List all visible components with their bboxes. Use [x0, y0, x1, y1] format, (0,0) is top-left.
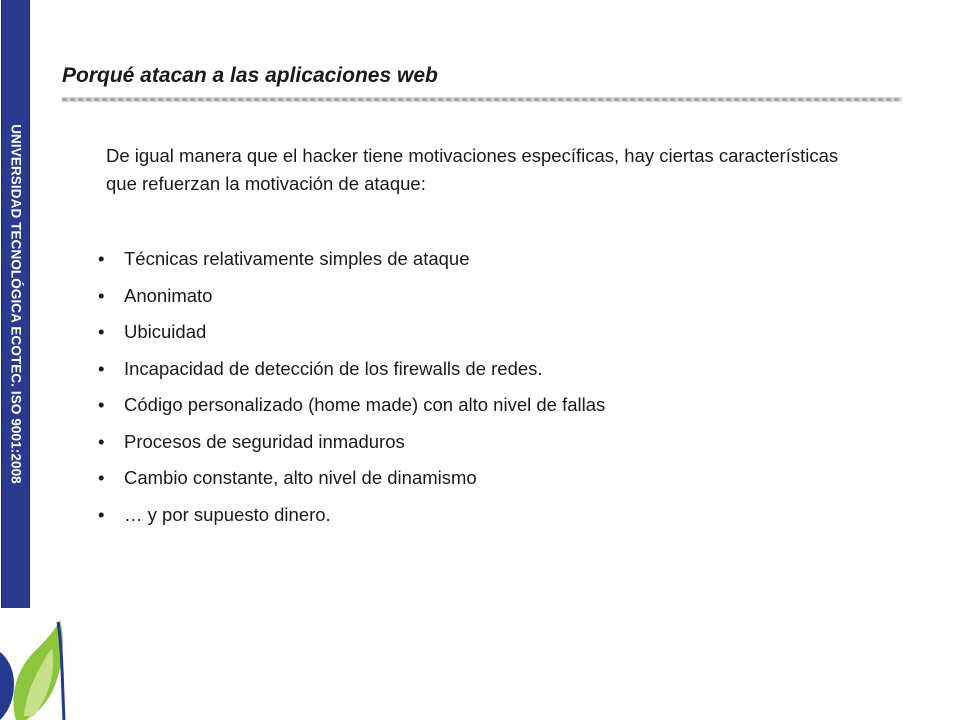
list-item-text: Técnicas relativamente simples de ataque [124, 248, 470, 269]
bullet-icon: • [98, 357, 105, 379]
list-item-text: Ubicuidad [124, 321, 207, 342]
list-item [96, 392, 605, 429]
list-item [96, 465, 605, 502]
bullet-icon: • [98, 503, 105, 525]
bullet-icon: • [98, 284, 105, 306]
list-item [96, 356, 605, 393]
list-item-text: Cambio constante, alto nivel de dinamismo [124, 467, 477, 488]
university-name-vertical: UNIVERSIDAD TECNOLÓGICA ECOTEC. ISO 9001:2008 [8, 124, 24, 484]
list-item-text: Anonimato [124, 284, 213, 306]
bullet-icon: • [98, 248, 105, 269]
title-divider [62, 96, 902, 103]
list-item [96, 502, 605, 539]
bullet-icon: • [98, 394, 105, 415]
list-item-text: Procesos de seguridad inmaduros [124, 430, 405, 452]
bullet-icon: • [98, 467, 105, 488]
slide-title: Porqué atacan a las aplicaciones web [62, 64, 438, 87]
bullet-icon: • [98, 430, 105, 452]
university-sidebar [1, 0, 30, 608]
ecotec-leaf-logo-icon [0, 612, 70, 720]
list-item [96, 246, 605, 283]
list-item [96, 319, 605, 356]
bullet-icon: • [98, 321, 105, 342]
list-item [96, 429, 605, 466]
list-item-text: Código personalizado (home made) con alto nivel de fallas [124, 394, 606, 415]
list-item-text: Incapacidad de detección de los firewalls de redes. [124, 357, 543, 379]
motivation-list [96, 246, 605, 538]
list-item-text: … y por supuesto dinero. [124, 503, 331, 525]
intro-paragraph: De igual manera que el hacker tiene motivaciones específicas, hay ciertas características que refuerzan la motivación de ataque: [106, 145, 839, 194]
list-item [96, 283, 605, 320]
